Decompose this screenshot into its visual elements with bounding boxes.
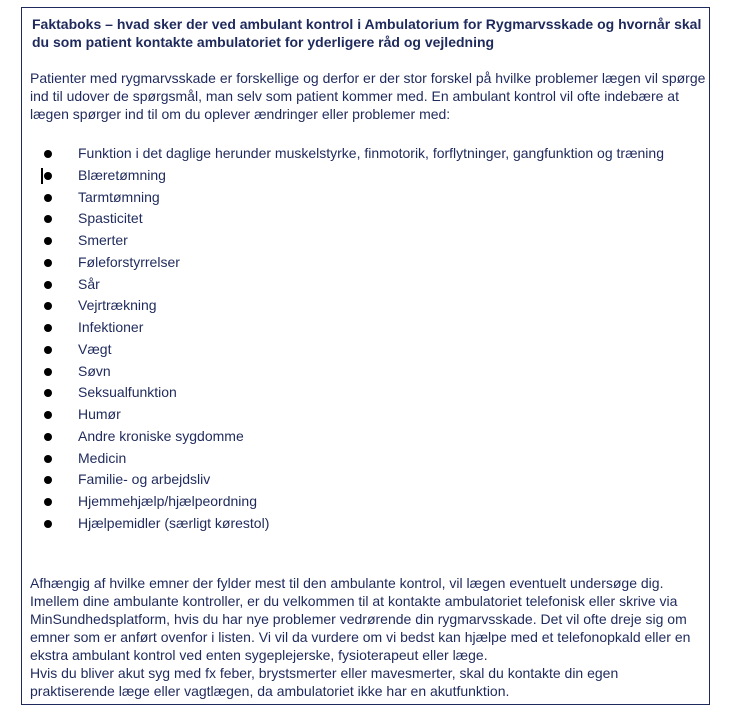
list-item-text: Seksualfunktion — [78, 384, 177, 401]
topic-list — [22, 143, 702, 535]
list-item-text: Vejrtrækning — [78, 297, 157, 314]
factbox — [21, 7, 710, 705]
bullet-icon — [44, 455, 52, 463]
list-item-text: Medicin — [78, 449, 127, 466]
list-item-text: Føleforstyrrelser — [78, 253, 180, 270]
list-item-text: Søvn — [78, 362, 111, 379]
bullet-icon — [44, 324, 52, 332]
list-item — [22, 339, 702, 361]
text-cursor — [41, 168, 43, 184]
bullet-icon — [44, 389, 52, 397]
list-item — [22, 187, 702, 209]
list-item — [22, 165, 702, 187]
list-item-text: Sår — [78, 275, 100, 292]
list-item-text: Infektioner — [78, 319, 144, 336]
bullet-icon — [44, 368, 52, 376]
bullet-icon — [44, 433, 52, 441]
bullet-icon — [44, 476, 52, 484]
bullet-icon — [44, 302, 52, 310]
list-item — [22, 230, 702, 252]
list-item — [22, 295, 702, 317]
list-item — [22, 143, 702, 165]
list-item-text: Familie- og arbejdsliv — [78, 471, 211, 488]
bullet-icon — [44, 194, 52, 202]
list-item — [22, 469, 702, 491]
bullet-icon — [44, 346, 52, 354]
list-item — [22, 361, 702, 383]
list-item — [22, 448, 702, 470]
list-item — [22, 426, 702, 448]
intro-paragraph: Patienter med rygmarvsskade er forskellige og derfor er der stor forskel på hvilke problemer lægen vil spørge ind til udover de spørgsmål, man selv som patient kommer med. En ambulant kontrol vil ofte indebære at lægen spørger ind til om du oplever ændringer eller problemer med: — [30, 70, 706, 122]
list-item-text: Humør — [78, 406, 121, 423]
closing-paragraph: Afhængig af hvilke emner der fylder mest til den ambulante kontrol, vil lægen eventuelt undersøge dig. Imellem dine ambulante kontroller, er du velkommen til at kontakte ambulatoriet telefonisk eller skrive via MinSundhedsplatform, hvis du har nye problemer vedrørende din rygmarvsskade. Det vil ofte dreje sig om emner som er anført ovenfor i listen. Vi vil da vurdere om vi bedst kan hjælpe med et telefonopkald eller en ekstra ambulant kontrol ved enten sygeplejerske, fysioterapeut eller læge. Hvis du bliver akut syg med fx feber, brystsmerter eller mavesmerter, skal du kontakte din egen praktiserende læge eller vagtlægen, da ambulatoriet ikke har en akutfunktion. — [30, 575, 691, 699]
list-item-text: Blæretømning — [78, 166, 166, 183]
bullet-icon — [44, 281, 52, 289]
bullet-icon — [44, 411, 52, 419]
list-item — [22, 404, 702, 426]
bullet-icon — [44, 498, 52, 506]
list-item — [22, 208, 702, 230]
bullet-icon — [44, 172, 52, 180]
bullet-icon — [44, 259, 52, 267]
list-item — [22, 317, 702, 339]
list-item-text: Vægt — [78, 340, 112, 357]
list-item-text: Funktion i det daglige herunder muskelstyrke, finmotorik, forflytninger, gangfunktion og træning — [78, 145, 664, 161]
list-item — [22, 252, 702, 274]
list-item-text: Hjælpemidler (særligt kørestol) — [78, 515, 270, 532]
bullet-icon — [44, 520, 52, 528]
bullet-icon — [44, 215, 52, 223]
list-item-text: Hjemmehjælp/hjælpeordning — [78, 493, 257, 510]
bullet-icon — [44, 150, 52, 158]
list-item-text: Andre kroniske sygdomme — [78, 427, 244, 444]
list-item — [22, 491, 702, 513]
list-item-text: Tarmtømning — [78, 188, 160, 205]
list-item — [22, 274, 702, 296]
list-item — [22, 382, 702, 404]
bullet-icon — [44, 237, 52, 245]
list-item-text: Spasticitet — [78, 210, 143, 227]
list-item-text: Smerter — [78, 232, 128, 249]
factbox-title: Faktaboks – hvad sker der ved ambulant kontrol i Ambulatorium for Rygmarvsskade og hvornår skal du som patient kontakte ambulatoriet for yderligere råd og vejledning — [32, 16, 702, 50]
list-item — [22, 513, 702, 535]
